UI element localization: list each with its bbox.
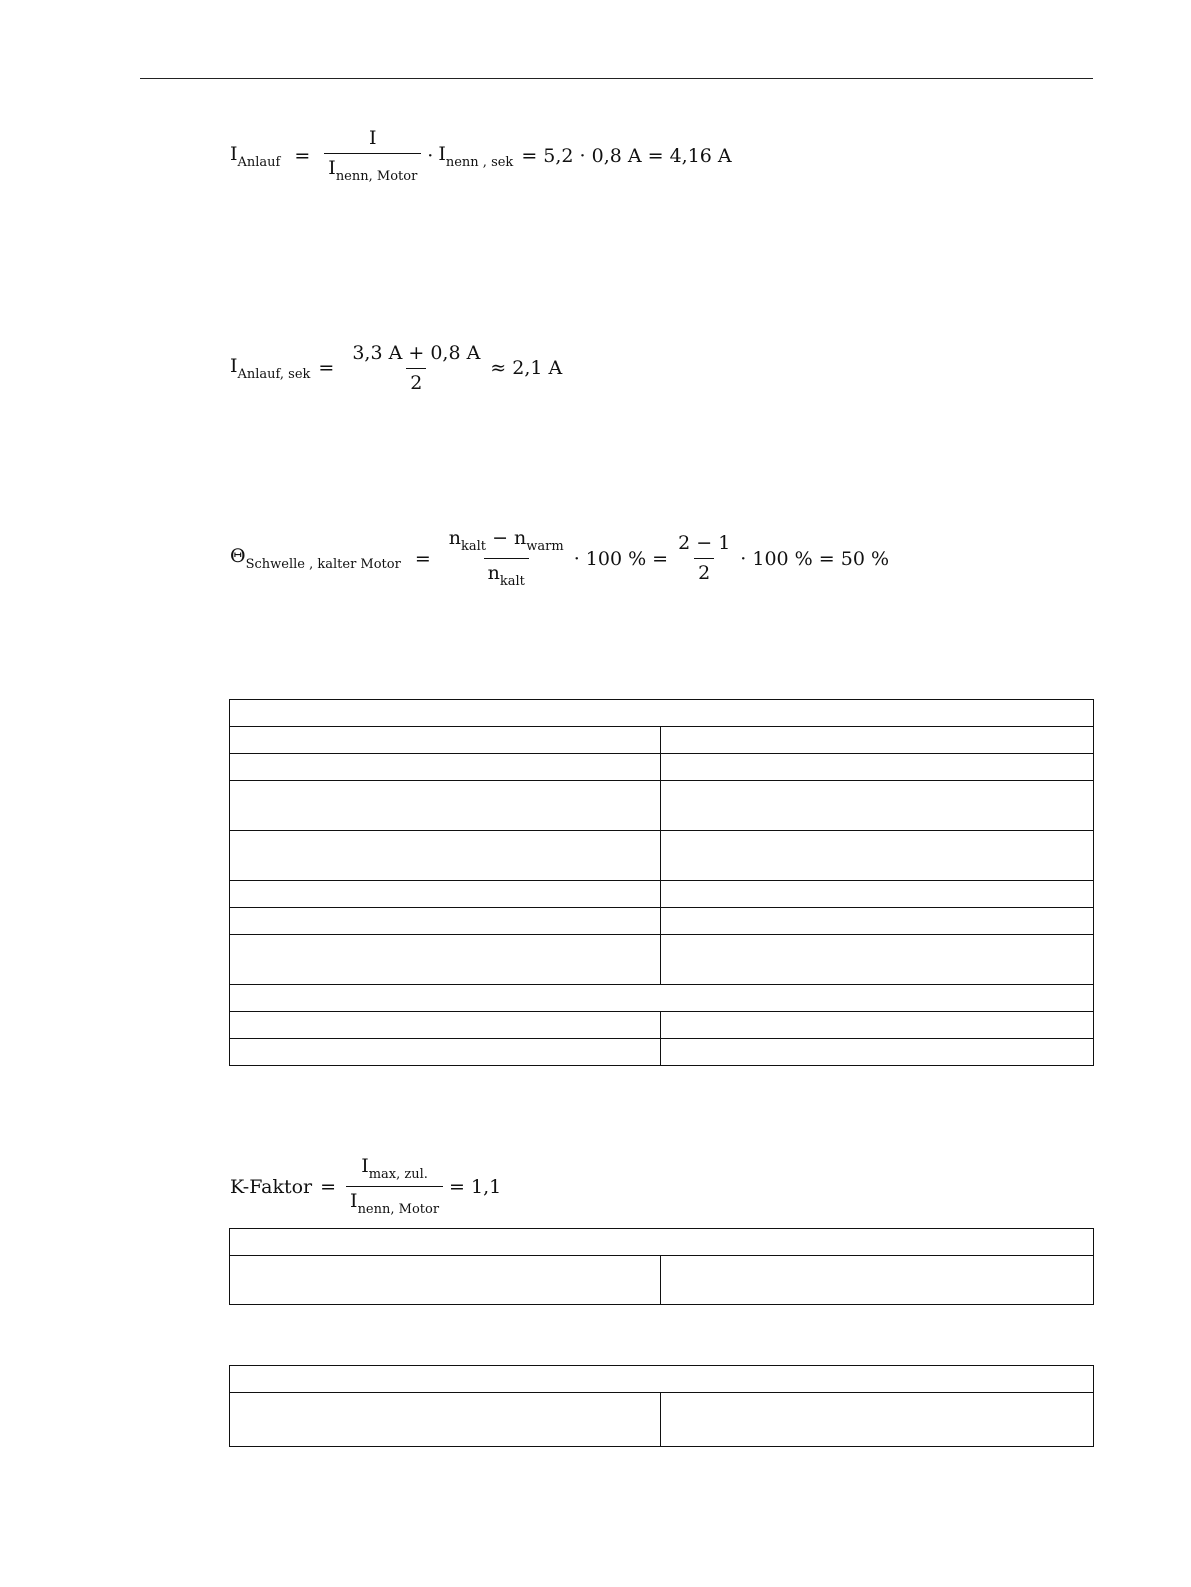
table-cell xyxy=(230,1012,661,1039)
table-cell xyxy=(230,1039,661,1066)
table-cell xyxy=(661,754,1094,781)
table-row xyxy=(230,935,1094,985)
table-row xyxy=(230,1366,1094,1393)
fraction: $\frac{3,3 A + 0,8 A}{2}$ xyxy=(352,342,481,394)
table-cell xyxy=(661,831,1094,881)
formula-anlaufstrom xyxy=(230,128,732,184)
table-row xyxy=(230,1012,1094,1039)
table-row xyxy=(230,1256,1094,1305)
table-row xyxy=(230,1393,1094,1447)
table-cell xyxy=(230,935,661,985)
formula-result: ≈ 2,1 A xyxy=(490,357,563,380)
table-cell xyxy=(230,1256,661,1305)
formula-result: = 5,2 · 0,8 A = 4,16 A xyxy=(521,145,732,168)
equals-sign: = xyxy=(414,547,431,570)
table-cell xyxy=(661,727,1094,754)
table-cell xyxy=(661,1012,1094,1039)
table-cell xyxy=(661,781,1094,831)
table-cell xyxy=(230,985,1094,1012)
table-cell xyxy=(661,881,1094,908)
data-table-1 xyxy=(229,699,1094,1066)
formula-middle: · 100 % = xyxy=(573,547,669,570)
table-row xyxy=(230,881,1094,908)
table-row xyxy=(230,985,1094,1012)
table-cell xyxy=(230,754,661,781)
data-table-2 xyxy=(229,1228,1094,1305)
formula-schwelle xyxy=(230,528,889,590)
fraction: $\frac{I}{I_{nenn, Motor}}$ xyxy=(324,128,421,184)
equals-sign: = xyxy=(318,357,335,380)
table-cell xyxy=(230,781,661,831)
table-cell xyxy=(661,1039,1094,1066)
data-table-3 xyxy=(229,1365,1094,1447)
table-cell xyxy=(230,1366,1094,1393)
table-row xyxy=(230,831,1094,881)
table-cell xyxy=(230,700,1094,727)
table-row xyxy=(230,908,1094,935)
formula-k-faktor xyxy=(230,1156,501,1218)
formula-result: = 1,1 xyxy=(449,1175,502,1198)
fraction: $\frac{I_{max, zul.}}{I_{nenn, Motor}}$ xyxy=(346,1156,443,1218)
formula-lhs: K-Faktor xyxy=(230,1175,313,1198)
table-cell xyxy=(230,727,661,754)
table-cell xyxy=(661,908,1094,935)
formula-result: · 100 % = 50 % xyxy=(740,547,890,570)
table-row xyxy=(230,1039,1094,1066)
table-row xyxy=(230,781,1094,831)
formula-lhs: $I_{Anlauf, sek}$ xyxy=(230,354,311,382)
table-row xyxy=(230,700,1094,727)
table-row xyxy=(230,1229,1094,1256)
fraction-2: $\frac{2 - 1}{2}$ xyxy=(678,532,731,585)
table-cell xyxy=(230,881,661,908)
table-cell xyxy=(230,831,661,881)
equals-sign: = xyxy=(320,1175,337,1198)
dot-operator: · xyxy=(427,145,434,168)
table-cell xyxy=(661,935,1094,985)
equals-sign: = xyxy=(294,145,311,168)
header-rule xyxy=(140,78,1093,79)
formula-lhs: $\Theta_{Schwelle , kalter Motor}$ xyxy=(230,545,401,573)
table-cell xyxy=(230,1229,1094,1256)
table-cell xyxy=(661,1393,1094,1447)
table-row xyxy=(230,754,1094,781)
formula-anlauf-sek xyxy=(230,343,562,394)
formula-multiplier: $I_{nenn , sek}$ xyxy=(438,142,514,170)
table-cell xyxy=(230,908,661,935)
table-row xyxy=(230,727,1094,754)
table-cell xyxy=(661,1256,1094,1305)
fraction: $\frac{n_{kalt} - n_{warm}}{n_{kalt}}$ xyxy=(448,527,564,590)
table-cell xyxy=(230,1393,661,1447)
formula-lhs: $I_{Anlauf}$ xyxy=(230,142,281,170)
